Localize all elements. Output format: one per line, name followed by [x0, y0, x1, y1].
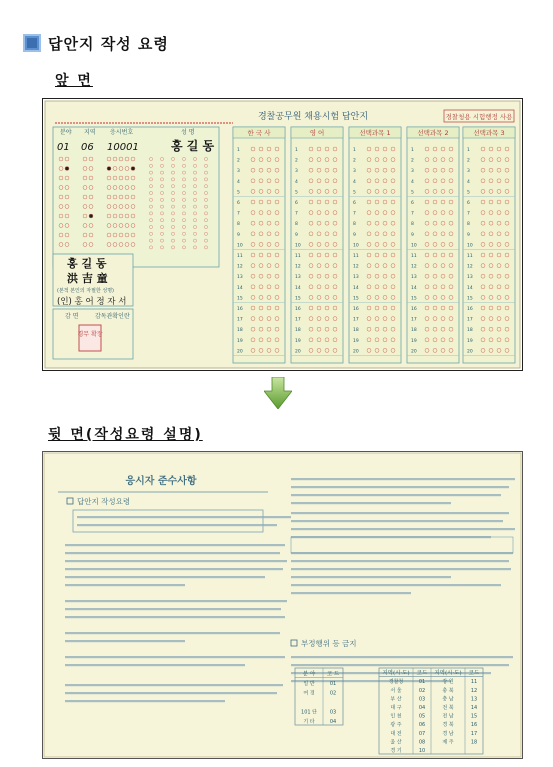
- question-number: 19: [353, 338, 359, 344]
- table-header-cell: 코 드: [326, 671, 340, 678]
- instruction-line: [291, 560, 509, 562]
- table-cell: 11: [470, 679, 478, 686]
- question-number: 8: [411, 222, 414, 228]
- table-cell: 경 남: [442, 730, 454, 737]
- question-number: 3: [353, 169, 356, 175]
- arrow-down-icon: [264, 377, 292, 409]
- table-cell: 02: [329, 690, 337, 697]
- table-cell: 04: [418, 705, 426, 711]
- table-cell: 기 타: [303, 719, 315, 725]
- question-number: 19: [237, 338, 243, 344]
- instruction-line: [291, 584, 501, 586]
- question-number: 17: [467, 317, 473, 323]
- answer-sheet-front-image: [42, 98, 523, 371]
- sign-name-hangul: 홍 길 동: [67, 257, 107, 270]
- handwritten-name: 홍 길 동: [171, 139, 215, 153]
- question-number: 20: [411, 349, 417, 355]
- table-cell: 여 경: [303, 690, 315, 697]
- question-number: 14: [295, 285, 301, 291]
- table-cell: 04: [329, 719, 337, 725]
- question-number: 10: [295, 243, 301, 249]
- question-number: 1: [237, 148, 240, 153]
- table-cell: 대 구: [390, 705, 402, 711]
- table-header-cell: 지역(시·도): [382, 670, 410, 677]
- answer-column-header: 영 어: [309, 129, 325, 137]
- question-number: 8: [295, 222, 298, 228]
- instruction-line: [65, 576, 265, 578]
- back-main-title: 응시자 준수사항: [125, 476, 197, 487]
- id-header-1: 지역: [84, 129, 96, 136]
- answer-sheet-back-image: [42, 451, 523, 759]
- instruction-line: [65, 656, 285, 658]
- table-cell: 광 주: [390, 722, 402, 729]
- question-number: 17: [237, 317, 243, 323]
- table-cell: 01: [418, 679, 426, 686]
- question-number: 16: [353, 307, 359, 312]
- table-cell: 03: [329, 709, 337, 716]
- question-number: 1: [467, 148, 470, 153]
- instruction-line: [291, 478, 515, 480]
- table-cell: 충 북: [442, 687, 454, 694]
- question-number: 2: [295, 158, 298, 164]
- answer-column-header: 선택과목 1: [359, 129, 391, 137]
- question-number: 5: [467, 190, 470, 196]
- bubble-mark: [89, 214, 93, 218]
- question-number: 16: [295, 307, 301, 312]
- seal-text: (인) 홍 어 정 자 서: [57, 297, 127, 307]
- instruction-line: [291, 592, 411, 594]
- question-number: 4: [467, 179, 470, 185]
- table-cell: 17: [470, 730, 478, 737]
- question-number: 11: [237, 254, 243, 259]
- table-cell: 울 산: [390, 739, 402, 746]
- instruction-line: [291, 656, 513, 658]
- question-number: 12: [467, 264, 473, 270]
- table-cell: 충 남: [442, 696, 454, 703]
- instruction-line: [291, 568, 511, 570]
- answer-sheet-back-drawing: [43, 452, 522, 758]
- question-number: 3: [467, 169, 470, 175]
- table-cell: 101 단: [301, 709, 317, 716]
- question-number: 15: [411, 296, 417, 302]
- question-number: 11: [353, 254, 359, 259]
- table-cell: 10: [418, 748, 426, 754]
- question-number: 12: [237, 264, 243, 270]
- question-number: 2: [411, 158, 414, 164]
- table-cell: 01: [329, 681, 337, 687]
- sheet-title: 경찰공무원 채용시험 답안지: [257, 112, 369, 122]
- question-number: 15: [237, 296, 243, 302]
- question-number: 7: [467, 211, 470, 217]
- id-header-2: 응시번호: [110, 129, 134, 136]
- question-number: 10: [237, 243, 243, 249]
- instruction-line: [65, 584, 185, 586]
- question-number: 4: [295, 179, 298, 185]
- question-number: 8: [237, 222, 240, 228]
- handwritten-field: 01: [57, 142, 70, 153]
- question-number: 5: [411, 190, 414, 196]
- question-number: 12: [411, 264, 417, 270]
- page-title: 답안지 작성 요령: [48, 34, 169, 53]
- instruction-line: [291, 664, 509, 666]
- question-number: 6: [237, 201, 240, 206]
- question-number: 11: [411, 254, 417, 259]
- question-number: 18: [467, 328, 473, 334]
- question-number: 14: [467, 285, 473, 291]
- table-cell: 08: [418, 739, 426, 746]
- instruction-line: [291, 520, 503, 522]
- bubble-mark: [65, 167, 69, 171]
- table-cell: 서 울: [390, 687, 402, 694]
- instruction-line: [65, 700, 225, 702]
- square-bullet-icon: [23, 34, 41, 52]
- question-number: 9: [353, 232, 356, 238]
- table-cell: 경 북: [442, 722, 454, 729]
- question-number: 6: [295, 201, 298, 206]
- question-number: 15: [353, 296, 359, 302]
- question-number: 19: [467, 338, 473, 344]
- instruction-line: [291, 494, 501, 496]
- table-cell: 경 기: [390, 748, 402, 754]
- sign-name-hanja: 洪 吉 童: [67, 272, 108, 285]
- instruction-line: [291, 576, 451, 578]
- question-number: 11: [467, 254, 473, 259]
- instruction-line: [291, 512, 509, 514]
- bottom-label: 감 면: [65, 313, 79, 320]
- table-cell: 인 천: [390, 713, 402, 720]
- table-header-cell: 코드: [416, 670, 428, 677]
- table-cell: 18: [470, 739, 478, 746]
- question-number: 20: [295, 349, 301, 355]
- question-number: 3: [411, 169, 414, 175]
- question-number: 13: [237, 275, 243, 281]
- answer-column-header: 한 국 사: [247, 129, 271, 137]
- table-cell: 부 산: [390, 696, 402, 703]
- question-number: 7: [411, 211, 414, 217]
- instruction-line: [65, 568, 283, 570]
- bubble-mark: [107, 167, 111, 171]
- answer-column-header: 선택과목 3: [473, 129, 505, 137]
- table-cell: 경찰청: [388, 679, 404, 686]
- instruction-line: [291, 680, 451, 682]
- question-number: 5: [237, 190, 240, 196]
- question-number: 11: [295, 254, 301, 259]
- front-label: 앞 면: [55, 73, 93, 89]
- instruction-line: [65, 560, 287, 562]
- sign-note: (본적 본인의 자필한 성명): [57, 288, 114, 294]
- question-number: 18: [353, 328, 359, 334]
- question-number: 17: [353, 317, 359, 323]
- answer-column-header: 선택과목 2: [417, 129, 449, 137]
- question-number: 18: [237, 328, 243, 334]
- page-title-row: [23, 32, 169, 54]
- table-cell: 13: [470, 696, 478, 703]
- question-number: 13: [467, 275, 473, 281]
- question-number: 14: [411, 285, 417, 291]
- id-header-0: 분야: [60, 129, 72, 136]
- handwritten-region: 06: [81, 142, 94, 153]
- instruction-line: [65, 552, 280, 554]
- instruction-line: [65, 608, 281, 610]
- question-number: 20: [353, 349, 359, 355]
- table-cell: 14: [470, 705, 478, 711]
- table-cell: 06: [418, 722, 426, 729]
- question-number: 2: [467, 158, 470, 164]
- question-number: 15: [295, 296, 301, 302]
- answer-sheet-front-drawing: [43, 99, 522, 370]
- id-header-3: 성 명: [181, 129, 195, 136]
- instruction-line: [65, 640, 185, 642]
- question-number: 5: [353, 190, 356, 196]
- question-number: 13: [411, 275, 417, 281]
- bottom-label2: 감독관확인란: [95, 313, 130, 320]
- instruction-line: [65, 632, 280, 634]
- question-number: 14: [237, 285, 243, 291]
- instruction-line: [77, 516, 291, 518]
- question-number: 8: [467, 222, 470, 228]
- question-number: 6: [353, 201, 356, 206]
- question-number: 4: [411, 179, 414, 185]
- question-number: 6: [467, 201, 470, 206]
- question-number: 2: [237, 158, 240, 164]
- instruction-line: [65, 616, 285, 618]
- table-cell: 일 반: [303, 681, 315, 687]
- question-number: 4: [353, 179, 356, 185]
- table-cell: 15: [470, 713, 478, 720]
- question-number: 9: [411, 232, 414, 238]
- question-number: 6: [411, 201, 414, 206]
- question-number: 12: [295, 264, 301, 270]
- table-cell: 12: [470, 687, 478, 694]
- question-number: 13: [295, 275, 301, 281]
- table-cell: 전 북: [442, 705, 454, 711]
- bubble-mark: [131, 167, 135, 171]
- question-number: 18: [295, 328, 301, 334]
- question-number: 14: [353, 285, 359, 291]
- question-number: 18: [411, 328, 417, 334]
- question-number: 8: [353, 222, 356, 228]
- question-number: 1: [353, 148, 356, 153]
- stamp-label: 경찰청용 시험행정 사용: [445, 113, 513, 121]
- instruction-line: [65, 684, 283, 686]
- question-number: 13: [353, 275, 359, 281]
- instruction-line: [65, 544, 285, 546]
- question-number: 19: [295, 338, 301, 344]
- question-number: 7: [295, 211, 298, 217]
- question-number: 9: [237, 232, 240, 238]
- question-number: 16: [467, 307, 473, 312]
- back-section1: 답안지 작성요령: [77, 497, 131, 506]
- question-number: 9: [295, 232, 298, 238]
- question-number: 17: [411, 317, 417, 323]
- table-cell: 전 남: [442, 713, 454, 720]
- question-number: 20: [467, 349, 473, 355]
- table-cell: 강 원: [442, 679, 454, 686]
- question-number: 3: [295, 169, 298, 175]
- back-section2: 부정행위 등 금지: [301, 639, 357, 648]
- question-number: 10: [411, 243, 417, 249]
- question-number: 20: [237, 349, 243, 355]
- instruction-line: [65, 664, 245, 666]
- question-number: 10: [353, 243, 359, 249]
- back-label: 뒷 면(작성요령 설명): [48, 427, 203, 443]
- instruction-line: [291, 528, 515, 530]
- question-number: 9: [467, 232, 470, 238]
- question-number: 3: [237, 169, 240, 175]
- question-number: 19: [411, 338, 417, 344]
- instruction-line: [65, 600, 287, 602]
- question-number: 2: [353, 158, 356, 164]
- table-cell: 03: [418, 696, 426, 703]
- table-cell: 07: [418, 730, 426, 737]
- question-number: 1: [295, 148, 298, 153]
- question-number: 7: [353, 211, 356, 217]
- instruction-line: [291, 502, 451, 504]
- confirm-stamp: 경무 확장: [77, 331, 103, 338]
- table-cell: 05: [418, 713, 426, 720]
- question-number: 7: [237, 211, 240, 217]
- question-number: 15: [467, 296, 473, 302]
- table-header-cell: 분 야: [302, 671, 316, 678]
- question-number: 10: [467, 243, 473, 249]
- question-number: 1: [411, 148, 414, 153]
- question-number: 17: [295, 317, 301, 323]
- question-number: 12: [353, 264, 359, 270]
- table-cell: 16: [470, 722, 478, 729]
- instruction-line: [291, 486, 509, 488]
- handwritten-number: 10001: [107, 142, 139, 153]
- question-number: 4: [237, 179, 240, 185]
- table-cell: 대 전: [390, 730, 402, 737]
- table-cell: 02: [418, 687, 426, 694]
- table-header-cell: 코드: [468, 670, 480, 677]
- instruction-line: [65, 692, 277, 694]
- question-number: 5: [295, 190, 298, 196]
- table-header-cell: 지역(시·도): [434, 670, 462, 677]
- instruction-line: [77, 524, 277, 526]
- question-number: 16: [411, 307, 417, 312]
- question-number: 16: [237, 307, 243, 312]
- table-cell: 제 주: [442, 739, 454, 746]
